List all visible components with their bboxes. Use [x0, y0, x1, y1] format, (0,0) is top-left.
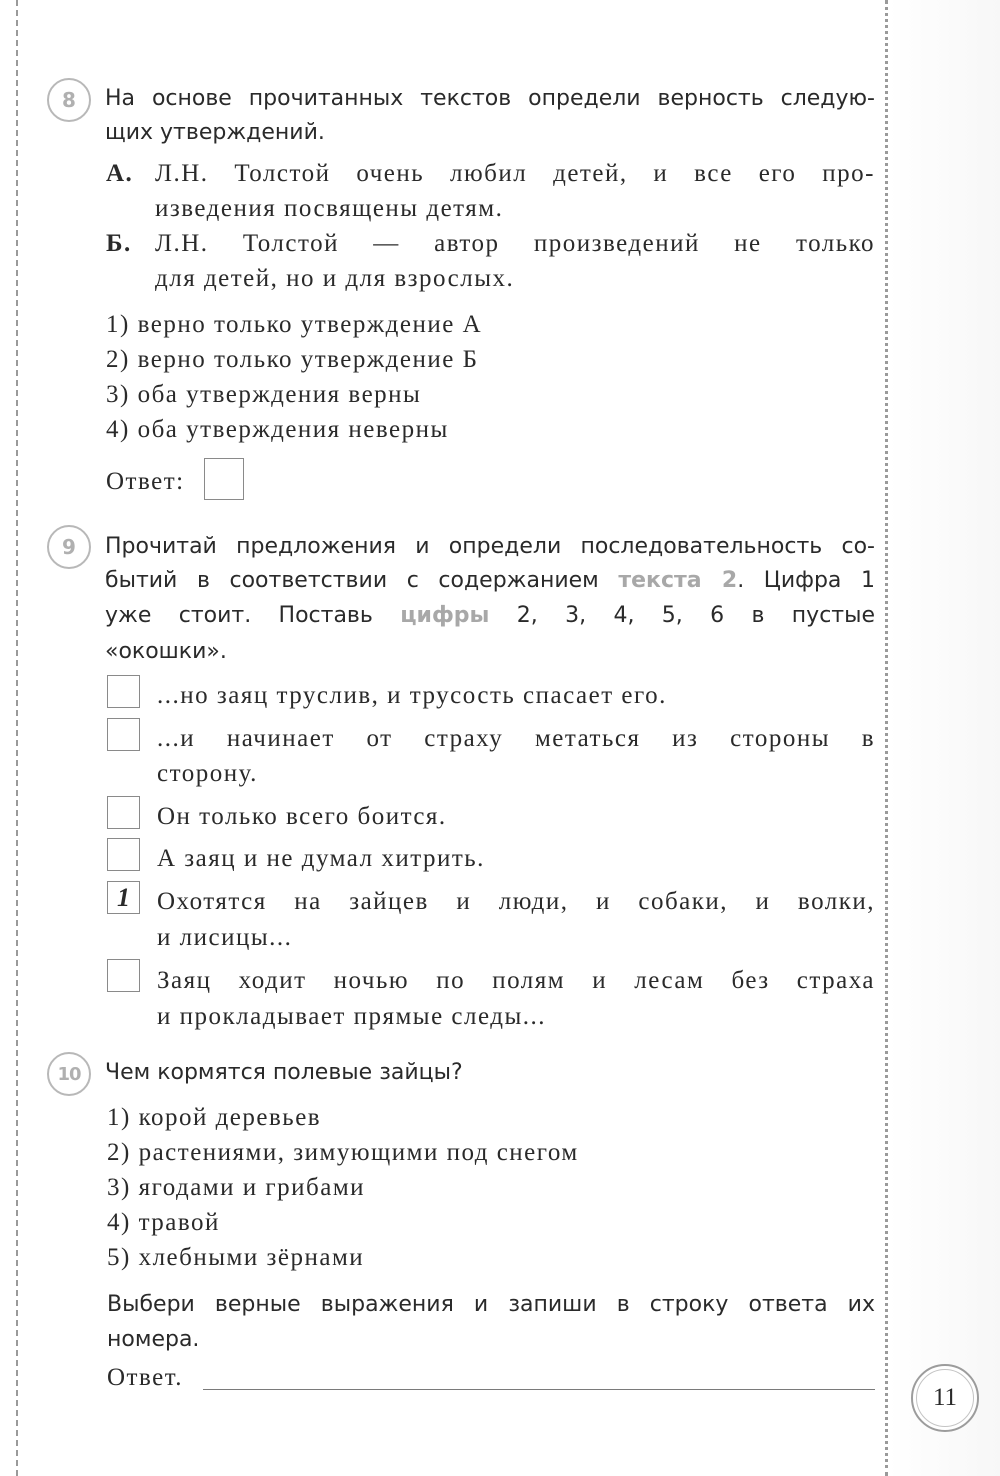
question-9-prompt-line-3: уже стоит. Поставь цифры 2, 3, 4, 5, 6 в пустые — [105, 603, 876, 628]
sequence-box-6[interactable] — [107, 959, 140, 992]
page-number-badge — [911, 1364, 979, 1432]
statement-a-label: А. — [106, 160, 134, 187]
q10-answer-label: Ответ. — [107, 1364, 184, 1391]
cut-line-right — [885, 0, 888, 1476]
sequence-box-2[interactable] — [107, 718, 140, 751]
sequence-item-6-line-2: и прокладывает прямые следы... — [157, 1003, 547, 1030]
sequence-item-2-line-2: сторону. — [157, 760, 258, 787]
question-10-number: 10 — [47, 1052, 91, 1096]
question-8-number: 8 — [47, 78, 91, 122]
question-9-prompt-line-4: «окошки». — [105, 639, 227, 664]
digits-highlight: цифры — [400, 603, 490, 628]
statement-b-label: Б. — [106, 230, 132, 257]
sequence-box-4[interactable] — [107, 838, 140, 871]
q8-option-4: 4) оба утверждения неверны — [106, 416, 449, 443]
q10-option-1: 1) корой деревьев — [107, 1104, 322, 1131]
q8-option-1: 1) верно только утверждение А — [106, 311, 483, 338]
sequence-item-3-line-1: Он только всего боится. — [157, 803, 447, 830]
q10-option-3: 3) ягодами и грибами — [107, 1174, 366, 1201]
q8-answer-label: Ответ: — [106, 468, 185, 495]
statement-a-line-1: Л.Н. Толстой очень любил детей, и все его про- — [155, 160, 875, 187]
sequence-item-5-line-1: Охотятся на зайцев и люди, и собаки, и волки, — [157, 888, 875, 915]
sequence-box-1[interactable] — [107, 675, 140, 708]
q8-option-3: 3) оба утверждения верны — [106, 381, 422, 408]
question-8-prompt-line-1: На основе прочитанных текстов определи верность следую- — [105, 86, 875, 111]
q10-option-2: 2) растениями, зимующими под снегом — [107, 1139, 579, 1166]
text-2-reference: текста 2 — [618, 568, 738, 593]
statement-b-line-2: для детей, но и для взрослых. — [155, 265, 515, 292]
q8-option-2: 2) верно только утверждение Б — [106, 346, 479, 373]
q10-instruction-line-1: Выбери верные выражения и запиши в строку ответа их — [107, 1292, 875, 1317]
question-10-prompt: Чем кормятся полевые зайцы? — [105, 1060, 463, 1085]
q10-instruction-line-2: номера. — [107, 1327, 200, 1352]
sequence-box-5[interactable] — [107, 881, 140, 914]
question-9-prompt-line-2: бытий в соответствии с содержанием текста 2. Цифра 1 — [105, 568, 875, 593]
question-9-prompt-line-1: Прочитай предложения и определи последовательность со- — [105, 534, 875, 559]
sequence-item-4-line-1: А заяц и не думал хитрить. — [157, 845, 485, 872]
cut-line-left — [16, 0, 18, 1476]
question-8-prompt-line-2: щих утверждений. — [105, 120, 325, 145]
statement-b-line-1: Л.Н. Толстой — автор произведений не только — [155, 230, 875, 257]
q10-option-5: 5) хлебными зёрнами — [107, 1244, 365, 1271]
sequence-item-5-line-2: и лисицы... — [157, 924, 293, 951]
q10-option-4: 4) травой — [107, 1209, 220, 1236]
margin-shade — [888, 0, 1000, 1476]
sequence-item-1-line-1: ...но заяц труслив, и трусость спасает его. — [157, 682, 667, 709]
sequence-item-6-line-1: Заяц ходит ночью по полям и лесам без страха — [157, 967, 875, 994]
page-number: 11 — [932, 1384, 958, 1411]
q8-answer-box[interactable] — [204, 458, 244, 500]
q10-answer-line[interactable] — [203, 1389, 875, 1390]
sequence-box-3[interactable] — [107, 796, 140, 829]
question-9-number: 9 — [47, 525, 91, 569]
prefilled-digit: 1 — [117, 882, 130, 912]
sequence-item-2-line-1: ...и начинает от страху метаться из стороны в — [157, 725, 875, 752]
statement-a-line-2: изведения посвящены детям. — [155, 195, 504, 222]
